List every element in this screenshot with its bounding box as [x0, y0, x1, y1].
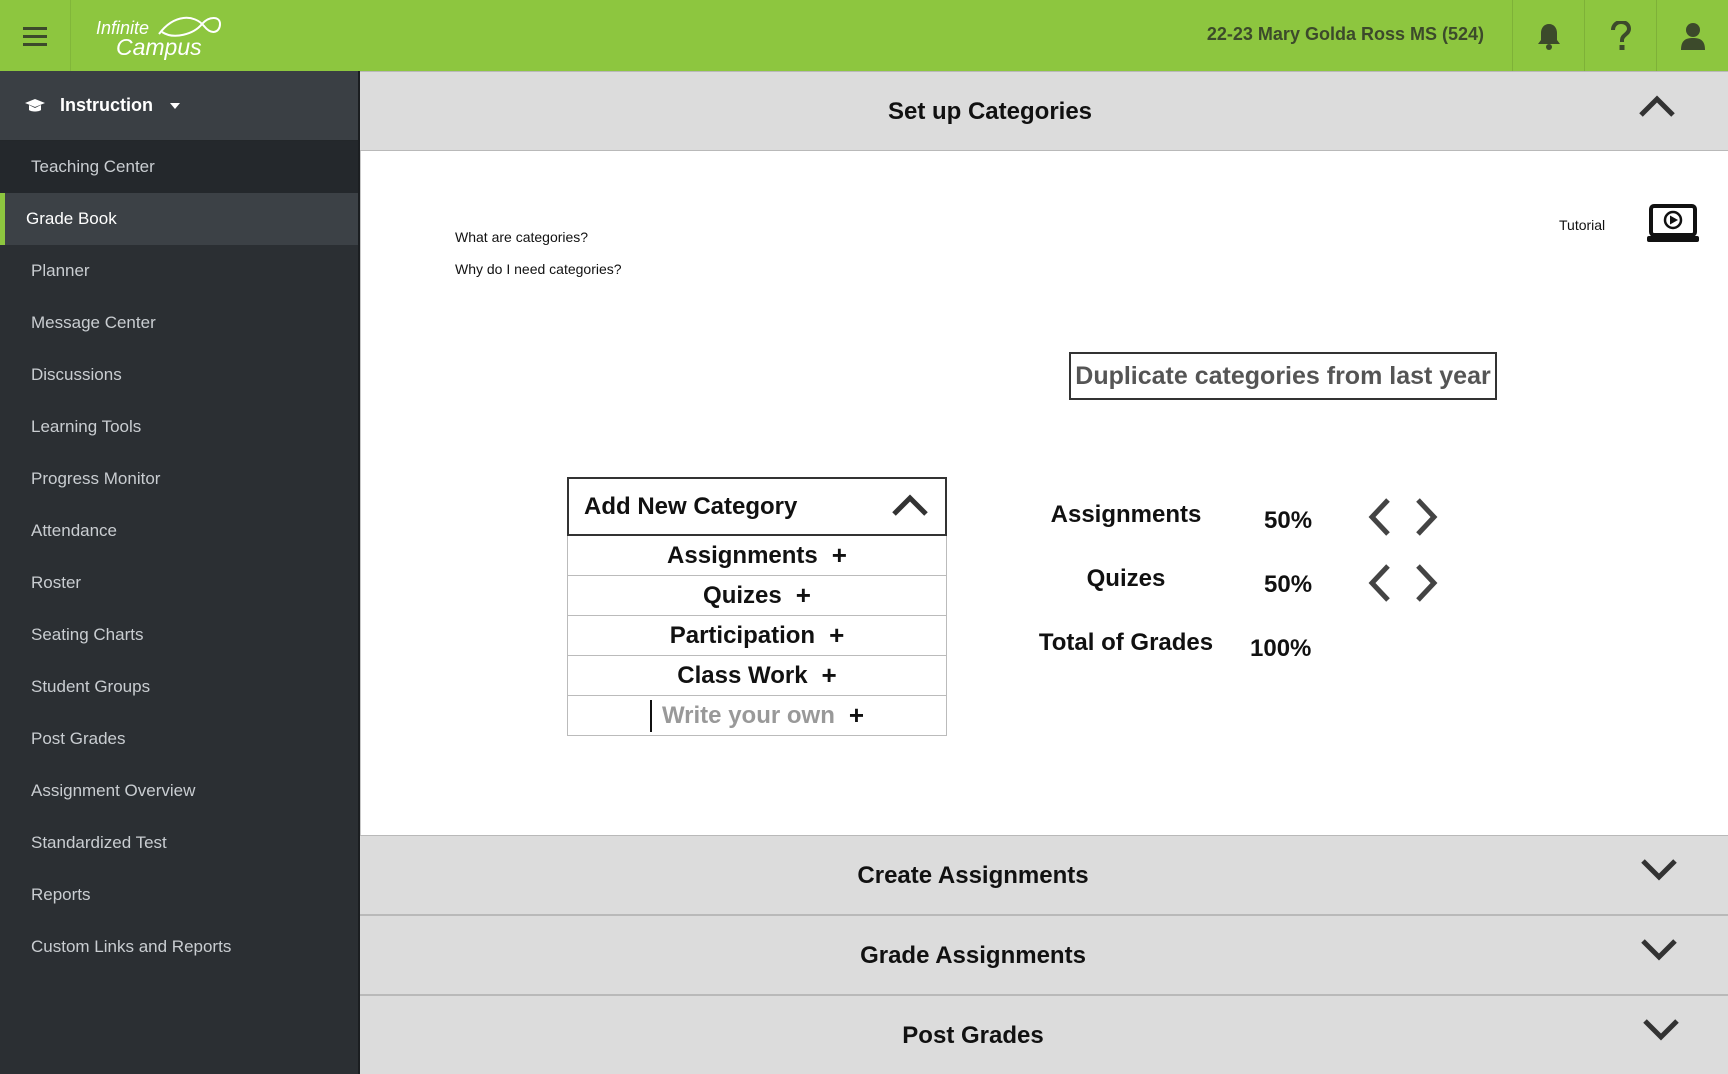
post-grades-header[interactable] [360, 995, 1728, 1074]
category-option-label: Participation [669, 621, 816, 649]
notifications-button[interactable] [1512, 0, 1584, 71]
sidebar-item-post-grades[interactable] [0, 713, 358, 765]
logo-swoosh-icon [154, 14, 224, 44]
chevron-up-icon[interactable] [1638, 94, 1676, 123]
user-icon [1680, 22, 1706, 50]
user-profile-button[interactable] [1656, 0, 1728, 71]
sidebar-item-progress-monitor[interactable] [0, 453, 358, 505]
duplicate-categories-button[interactable]: Duplicate categories from last year [1069, 352, 1497, 400]
weight-label-assignments: Assignments [1050, 501, 1202, 528]
category-option-class-work[interactable] [567, 656, 947, 696]
sidebar-item-label: Roster [31, 573, 82, 592]
sidebar-item-standardized-test[interactable] [0, 817, 358, 869]
help-button[interactable] [1584, 0, 1656, 71]
sidebar-item-label: Progress Monitor [31, 469, 161, 488]
decrease-quizes-button[interactable] [1367, 563, 1393, 608]
graduation-cap-icon [24, 98, 46, 114]
sidebar-item-label: Assignment Overview [31, 781, 196, 800]
increase-assignments-button[interactable] [1413, 497, 1439, 542]
decrease-assignments-button[interactable] [1367, 497, 1393, 542]
sidebar-item-label: Seating Charts [31, 625, 144, 644]
text-cursor [650, 700, 652, 732]
sidebar-item-attendance[interactable] [0, 505, 358, 557]
plus-icon[interactable]: + [795, 580, 811, 610]
instruction-label: Instruction [60, 95, 153, 115]
main-content [360, 71, 1728, 1074]
total-grades-value: 100% [1250, 635, 1312, 662]
create-assignments-header[interactable] [360, 835, 1728, 915]
plus-icon[interactable]: + [829, 620, 845, 650]
weight-label-quizes: Quizes [1086, 565, 1166, 592]
question-icon [1610, 21, 1632, 51]
video-laptop-icon[interactable] [1645, 203, 1701, 250]
plus-icon[interactable]: + [831, 540, 847, 570]
infinite-campus-logo[interactable] [96, 14, 226, 58]
category-option-participation[interactable] [567, 616, 947, 656]
grade-assignments-header[interactable] [360, 915, 1728, 995]
sidebar-item-student-groups[interactable] [0, 661, 358, 713]
add-new-category-label: Add New Category [584, 492, 798, 520]
category-option-label: Class Work [677, 661, 808, 689]
school-name[interactable]: 22-23 Mary Golda Ross MS (524) [1206, 24, 1484, 44]
setup-categories-header[interactable] [360, 71, 1728, 151]
sidebar-item-label: Student Groups [31, 677, 151, 696]
write-your-own-placeholder: Write your own [661, 701, 835, 729]
sidebar-item-label: Learning Tools [31, 417, 142, 436]
tutorial-label[interactable]: Tutorial [1559, 217, 1606, 233]
top-bar [0, 0, 1728, 71]
plus-icon[interactable]: + [848, 700, 865, 730]
section-title: Set up Categories [887, 98, 1093, 125]
sidebar-item-grade-book[interactable] [0, 193, 358, 245]
setup-categories-panel [360, 151, 1728, 835]
chevron-up-icon[interactable] [891, 493, 929, 524]
sidebar-item-custom-links-and-reports[interactable] [0, 921, 358, 973]
section-title: Create Assignments [857, 862, 1089, 889]
chevron-down-icon[interactable] [1640, 938, 1678, 967]
category-option-label: Assignments [667, 541, 818, 569]
sidebar-item-learning-tools[interactable] [0, 401, 358, 453]
bell-icon [1536, 22, 1562, 50]
why-need-categories-link[interactable]: Why do I need categories? [455, 261, 622, 277]
sidebar-item-teaching-center[interactable] [0, 141, 358, 193]
add-new-category-header[interactable] [567, 477, 947, 536]
menu-button[interactable] [0, 0, 71, 71]
category-option-label: Quizes [703, 581, 782, 609]
section-title: Grade Assignments [860, 942, 1086, 969]
sidebar-item-label: Attendance [31, 521, 118, 540]
sidebar-item-label: Post Grades [31, 729, 126, 748]
sidebar-item-label: Custom Links and Reports [31, 937, 232, 956]
category-option-assignments[interactable] [567, 536, 947, 576]
sidebar-item-label: Standardized Test [31, 833, 167, 852]
total-grades-label: Total of Grades [1038, 629, 1214, 656]
sidebar-item-label: Message Center [31, 313, 156, 332]
sidebar-item-reports[interactable] [0, 869, 358, 921]
caret-down-icon [169, 102, 181, 110]
chevron-down-icon[interactable] [1642, 1018, 1680, 1047]
weight-value-assignments: 50% [1264, 507, 1313, 534]
what-are-categories-link[interactable]: What are categories? [455, 229, 589, 245]
instruction-dropdown[interactable] [0, 71, 358, 141]
weight-value-quizes: 50% [1264, 571, 1313, 598]
chevron-right-icon [1413, 497, 1439, 537]
sidebar [0, 71, 360, 1074]
sidebar-item-message-center[interactable] [0, 297, 358, 349]
category-option-quizes[interactable] [567, 576, 947, 616]
sidebar-item-discussions[interactable] [0, 349, 358, 401]
write-your-own-input[interactable] [567, 696, 947, 736]
sidebar-item-label: Reports [31, 885, 91, 904]
logo-text-top: Infinite [96, 18, 150, 38]
sidebar-item-assignment-overview[interactable] [0, 765, 358, 817]
chevron-left-icon [1367, 563, 1393, 603]
chevron-left-icon [1367, 497, 1393, 537]
sidebar-item-label: Discussions [31, 365, 122, 384]
chevron-right-icon [1413, 563, 1439, 603]
sidebar-item-seating-charts[interactable] [0, 609, 358, 661]
increase-quizes-button[interactable] [1413, 563, 1439, 608]
plus-icon[interactable]: + [821, 660, 837, 690]
sidebar-item-roster[interactable] [0, 557, 358, 609]
sidebar-item-planner[interactable] [0, 245, 358, 297]
hamburger-icon [23, 26, 47, 46]
section-title: Post Grades [902, 1022, 1044, 1049]
logo-text-bottom: Campus [116, 34, 202, 60]
chevron-down-icon[interactable] [1640, 858, 1678, 887]
sidebar-item-label: Grade Book [26, 209, 117, 228]
add-category-list [567, 477, 947, 736]
sidebar-item-label: Teaching Center [31, 157, 155, 176]
sidebar-item-label: Planner [31, 261, 90, 280]
